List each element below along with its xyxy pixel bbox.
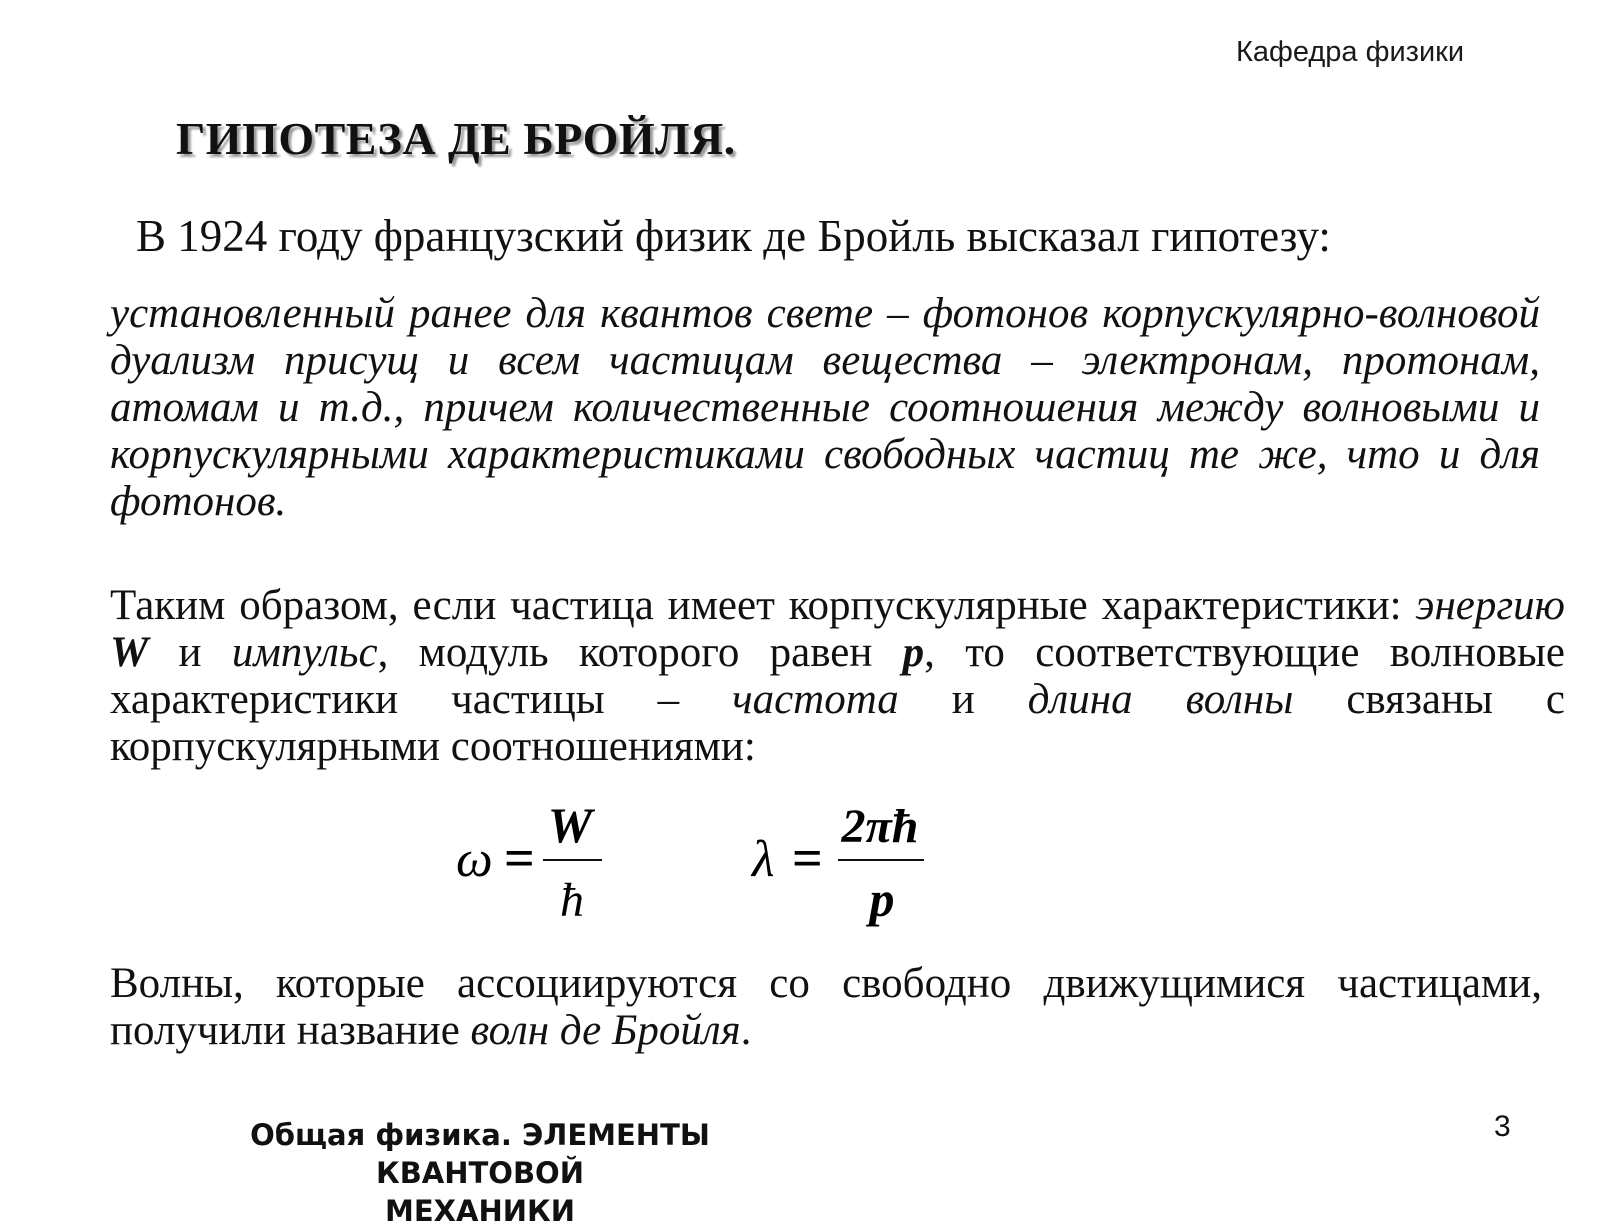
- department-header: Кафедра физики: [1236, 36, 1465, 68]
- energy-symbol: W: [110, 629, 149, 676]
- omega-symbol: ω: [456, 831, 493, 888]
- page-title: ГИПОТЕЗА ДЕ БРОЙЛЯ.: [176, 113, 736, 164]
- de-broglie-formulas: [440, 790, 1000, 940]
- omega-formula: [456, 797, 602, 927]
- de-broglie-waves-term: волн де Бройля: [470, 1007, 741, 1054]
- lambda-denominator: p: [869, 871, 895, 927]
- page-number: 3: [1494, 1110, 1511, 1143]
- omega-denominator: ħ: [560, 874, 584, 927]
- hypothesis-paragraph: установленный ранее для квантов свете – фотонов корпускулярно-волновой дуализм присущ и всем частицам вещества – электронам, протонам, атомам и т.д., причем количественные соотношения между волновыми и корпускулярными характеристиками свободных частиц те же, что и для фотонов.: [110, 290, 1540, 525]
- text-segment: Таким образом, если частица имеет корпускулярные характеристики:: [110, 582, 1416, 629]
- intro-sentence: В 1924 году французский физик де Бройль высказал гипотезу:: [136, 211, 1331, 261]
- lambda-numerator: 2πħ: [841, 800, 919, 853]
- momentum-term: импульс: [231, 629, 378, 676]
- momentum-symbol: p: [902, 629, 925, 676]
- lambda-symbol: λ: [752, 831, 775, 888]
- conclusion-paragraph: [110, 960, 1542, 1054]
- footer-line: Общая физика. ЭЛЕМЕНТЫ КВАНТОВОЙ: [250, 1118, 710, 1190]
- lambda-formula: [750, 800, 924, 927]
- equals-sign: =: [792, 828, 823, 888]
- equals-sign: =: [504, 828, 535, 888]
- omega-numerator: W: [547, 797, 593, 853]
- text-segment: Волны, которые ассоциируются со свободно движущимися частицами, получили название: [110, 960, 1542, 1054]
- frequency-term: частота: [732, 676, 899, 723]
- energy-term: энергию: [1415, 582, 1565, 629]
- text-segment: , то соответствующие волновые характеристики частицы –: [110, 629, 1565, 723]
- text-segment: и: [148, 629, 232, 676]
- footer-line: МЕХАНИКИ: [385, 1194, 575, 1228]
- wavelength-term: длина волны: [1027, 676, 1294, 723]
- text-segment: .: [740, 1007, 752, 1054]
- footer-course-title: [150, 1116, 810, 1230]
- text-segment: связаны с корпускулярными соотношениями:: [110, 676, 1565, 770]
- text-segment: , модуль которого равен: [377, 629, 903, 676]
- text-segment: и: [898, 676, 1028, 723]
- characteristics-paragraph: [110, 582, 1565, 770]
